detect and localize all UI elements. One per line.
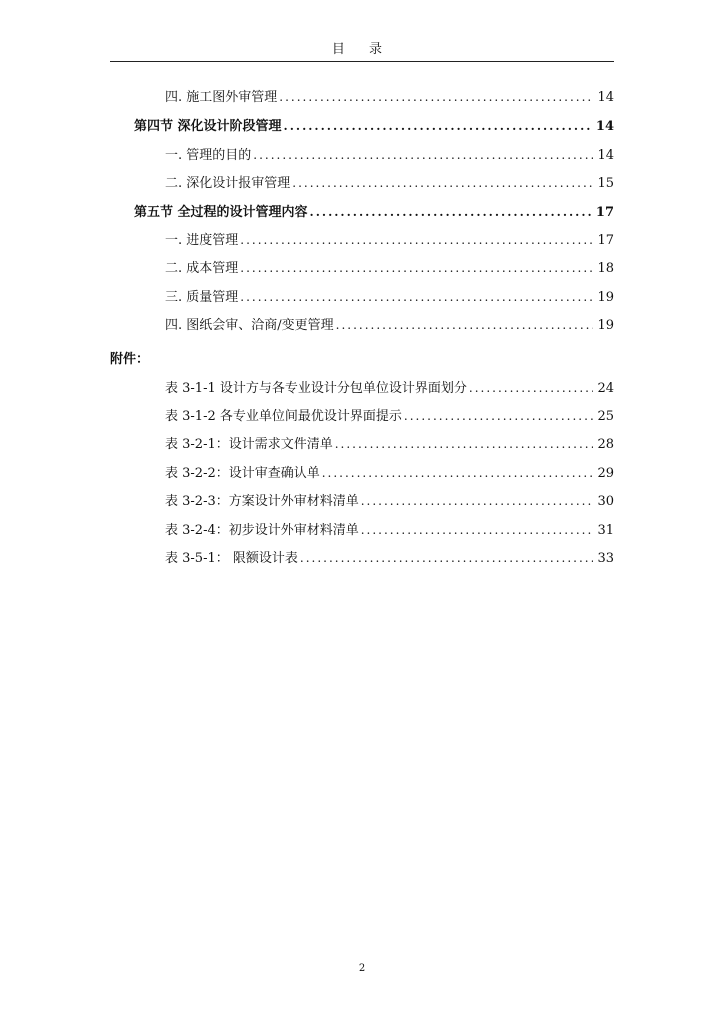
toc-leader-dots — [469, 378, 594, 398]
toc-entry-page: 15 — [597, 176, 614, 191]
toc-leader-dots — [322, 463, 594, 483]
toc-leader-dots — [300, 548, 594, 568]
toc-leader-dots — [310, 202, 592, 222]
toc-leader-dots — [404, 406, 594, 426]
toc-entry-page: 19 — [597, 318, 614, 333]
attachment-label: 表 3-2-2：设计审查确认单 — [165, 466, 320, 481]
toc-entry-label: 一. 进度管理 — [165, 233, 239, 248]
toc-entry-label: 二. 深化设计报审管理 — [165, 176, 291, 191]
toc-entry-label: 四. 图纸会审、洽商/变更管理 — [165, 318, 334, 333]
toc-entry-label: 二. 成本管理 — [165, 261, 239, 276]
toc-leader-dots — [336, 315, 594, 335]
toc-entry[interactable] — [165, 287, 614, 307]
toc-section-label: 第五节 全过程的设计管理内容 — [134, 205, 308, 220]
toc-entry-page: 14 — [597, 90, 614, 105]
toc-entry-page: 17 — [597, 233, 614, 248]
toc-section-page: 14 — [595, 119, 614, 134]
attachment-page: 25 — [597, 409, 614, 424]
toc-section-page: 17 — [595, 205, 614, 220]
footer-page-number: 2 — [358, 963, 366, 974]
toc-leader-dots — [361, 491, 594, 511]
attachment-entry[interactable] — [165, 463, 614, 483]
toc-entry-page: 14 — [597, 148, 614, 163]
toc-section-label: 第四节 深化设计阶段管理 — [134, 119, 282, 134]
toc-leader-dots — [240, 258, 593, 278]
attachment-page: 29 — [597, 466, 614, 481]
attachments-heading: 附件： — [110, 352, 150, 367]
toc-entry[interactable] — [165, 258, 614, 278]
attachment-entry[interactable] — [165, 491, 614, 511]
attachment-page: 33 — [597, 551, 614, 566]
attachment-label: 表 3-5-1： 限额设计表 — [165, 551, 298, 566]
attachment-page: 24 — [597, 381, 614, 396]
toc-leader-dots — [279, 87, 593, 107]
attachment-label: 表 3-1-2 各专业单位间最优设计界面提示 — [165, 409, 402, 424]
attachment-page: 30 — [597, 494, 614, 509]
toc-section-entry[interactable] — [134, 202, 614, 222]
attachment-label: 表 3-2-4：初步设计外审材料清单 — [165, 523, 359, 538]
toc-section-entry[interactable] — [134, 116, 614, 136]
attachment-label: 表 3-2-3：方案设计外审材料清单 — [165, 494, 359, 509]
page-header-title: 目 录 — [331, 42, 393, 57]
toc-leader-dots — [240, 230, 593, 250]
attachment-entry[interactable] — [165, 378, 614, 398]
toc-entry[interactable] — [165, 145, 614, 165]
toc-leader-dots — [361, 520, 594, 540]
attachment-entry[interactable] — [165, 434, 614, 454]
attachment-page: 28 — [597, 437, 614, 452]
attachment-entry[interactable] — [165, 520, 614, 540]
attachment-entry[interactable] — [165, 406, 614, 426]
toc-entry[interactable] — [165, 315, 614, 335]
toc-entry[interactable] — [165, 230, 614, 250]
toc-entry-label: 一. 管理的目的 — [165, 148, 252, 163]
toc-leader-dots — [240, 287, 593, 307]
toc-entry-page: 19 — [597, 290, 614, 305]
toc-leader-dots — [335, 434, 594, 454]
attachment-entry[interactable] — [165, 548, 614, 568]
attachment-page: 31 — [597, 523, 614, 538]
toc-entry-page: 18 — [597, 261, 614, 276]
toc-leader-dots — [253, 145, 593, 165]
attachment-label: 表 3-1-1 设计方与各专业设计分包单位设计界面划分 — [165, 381, 467, 396]
toc-entry-label: 四. 施工图外审管理 — [165, 90, 278, 105]
toc-leader-dots — [284, 116, 592, 136]
attachment-label: 表 3-2-1：设计需求文件清单 — [165, 437, 333, 452]
toc-entry-label: 三. 质量管理 — [165, 290, 239, 305]
toc-leader-dots — [292, 173, 593, 193]
header-rule — [110, 61, 614, 62]
toc-entry[interactable] — [165, 87, 614, 107]
toc-entry[interactable] — [165, 173, 614, 193]
